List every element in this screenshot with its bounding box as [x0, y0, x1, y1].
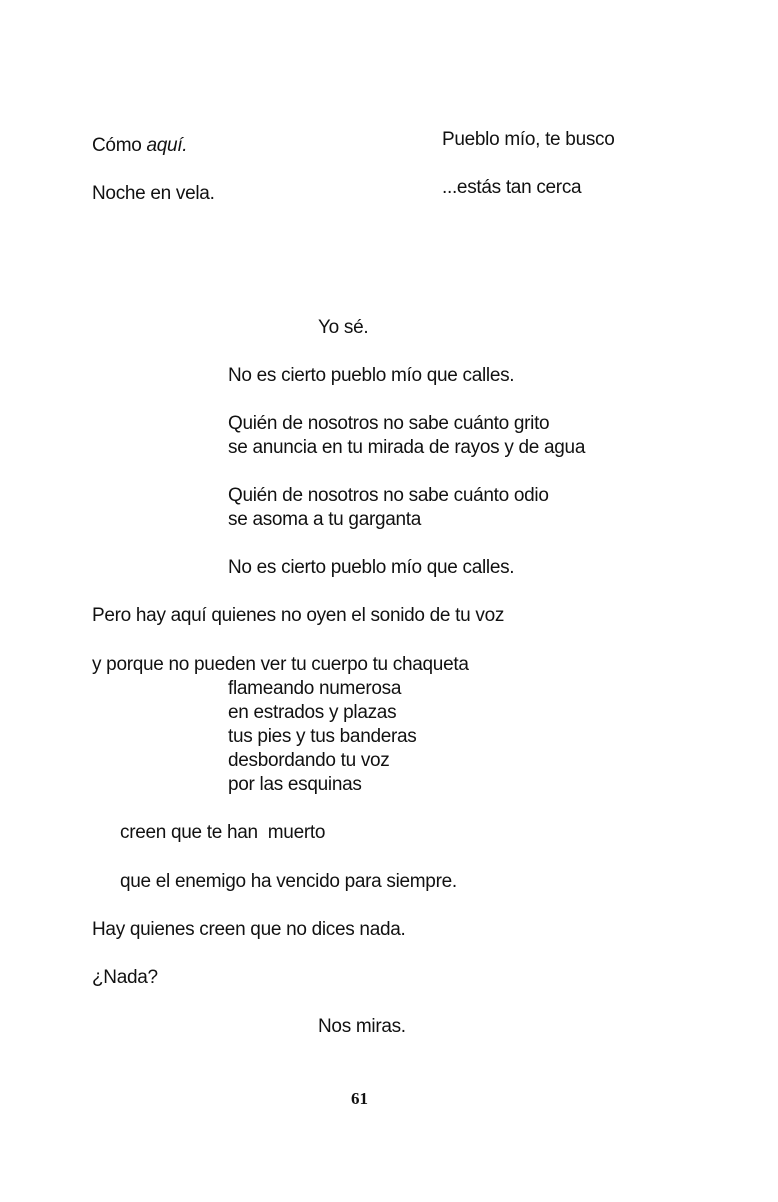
- top-right-line-2: ...estás tan cerca: [442, 177, 582, 198]
- poem-line-pero-hay: Pero hay aquí quienes no oyen el sonido de tu voz: [92, 605, 505, 626]
- top-left-line-1-italic: aquí.: [146, 135, 188, 156]
- poem-line-no-es-cierto-2: No es cierto pueblo mío que calles.: [228, 557, 515, 578]
- top-left-line-1: [92, 134, 187, 158]
- poem-line-creen: creen que te han muerto: [120, 822, 326, 843]
- poem-line-indented-1: flameando numerosa: [228, 678, 402, 699]
- poem-line-indented-2: en estrados y plazas: [228, 702, 397, 723]
- poem-line-hay-quienes: Hay quienes creen que no dices nada.: [92, 919, 406, 940]
- poem-line-quien-odio-2: se asoma a tu garganta: [228, 509, 422, 530]
- poem-line-nada: ¿Nada?: [92, 967, 158, 988]
- poem-line-enemigo: que el enemigo ha vencido para siempre.: [120, 871, 457, 892]
- poem-line-y-porque: y porque no pueden ver tu cuerpo tu chaqueta: [92, 654, 469, 675]
- page-number: 61: [351, 1089, 368, 1108]
- poem-line-indented-4: desbordando tu voz: [228, 750, 390, 771]
- poem-line-no-es-cierto-1: No es cierto pueblo mío que calles.: [228, 365, 515, 386]
- poem-line-indented-5: por las esquinas: [228, 774, 362, 795]
- poem-line-nos-miras: Nos miras.: [318, 1016, 406, 1037]
- poem-line-quien-grito-1: Quién de nosotros no sabe cuánto grito: [228, 413, 550, 434]
- poem-line-quien-grito-2: se anuncia en tu mirada de rayos y de agua: [228, 437, 586, 458]
- poem-line-yo-se: Yo sé.: [318, 317, 369, 338]
- top-left-line-1-text: Cómo: [92, 135, 147, 156]
- poem-line-indented-3: tus pies y tus banderas: [228, 726, 417, 747]
- top-left-line-2: Noche en vela.: [92, 183, 215, 204]
- top-right-line-1: Pueblo mío, te busco: [442, 129, 615, 150]
- poem-line-quien-odio-1: Quién de nosotros no sabe cuánto odio: [228, 485, 549, 506]
